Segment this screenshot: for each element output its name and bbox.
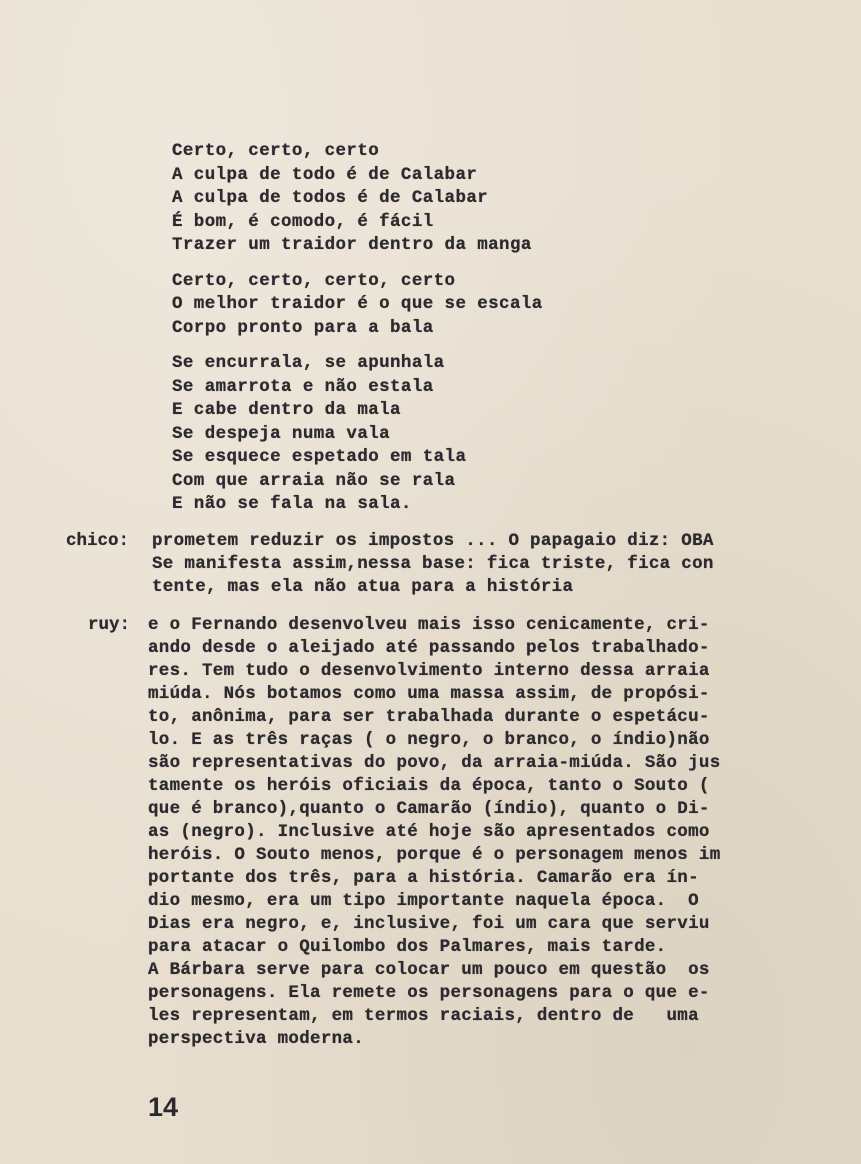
- speech-line: perspectiva moderna.: [148, 1029, 365, 1049]
- lyric-line: Com que arraia não se rala: [172, 470, 456, 491]
- speech-line: heróis. O Souto menos, porque é o personagem menos im: [148, 845, 721, 865]
- lyric-line: Certo, certo, certo, certo: [172, 270, 456, 291]
- speech-line: as (negro). Inclusive até hoje são apresentados como: [148, 822, 710, 842]
- speech-text: [148, 614, 786, 1051]
- speech-line: tamente os heróis oficiais da época, tanto o Souto (: [148, 776, 710, 796]
- page-number: 14: [148, 1092, 179, 1122]
- lyric-line: Se esquece espetado em tala: [172, 447, 467, 467]
- song-lyrics: [172, 140, 543, 529]
- speech-line: res. Tem tudo o desenvolvimento interno dessa arraia: [148, 661, 710, 681]
- lyric-line: Trazer um traidor dentro da manga: [172, 235, 532, 255]
- lyric-line: Certo, certo, certo: [172, 141, 380, 161]
- lyric-line: E não se fala na sala.: [172, 494, 412, 514]
- lyric-line: Se despeja numa vala: [172, 423, 391, 444]
- stanza-3: [172, 352, 543, 517]
- speech-line: dio mesmo, era um tipo importante naquela época. O: [148, 891, 699, 911]
- speech-line: são representativas do povo, da arraia-miúda. São jus: [148, 753, 721, 773]
- lyric-line: A culpa de todos é de Calabar: [172, 188, 489, 208]
- speech-text: [152, 530, 786, 599]
- speech-line: les representam, em termos raciais, dentro de uma: [148, 1006, 699, 1026]
- lyric-line: O melhor traidor é o que se escala: [172, 294, 543, 314]
- speech-line: portante dos três, para a história. Camarão era ín-: [148, 868, 699, 888]
- lyric-line: Se amarrota e não estala: [172, 376, 434, 397]
- lyric-line: É bom, é comodo, é fácil: [172, 211, 434, 232]
- speech-ruy: [66, 614, 786, 1051]
- speech-line: tente, mas ela não atua para a história: [152, 577, 574, 597]
- speech-line: ando desde o aleijado até passando pelos trabalhado-: [148, 638, 710, 658]
- speech-line: to, anônima, para ser trabalhada durante o espetácu-: [148, 707, 710, 727]
- speaker-label: ruy:: [88, 615, 131, 635]
- lyric-line: E cabe dentro da mala: [172, 400, 401, 420]
- speech-line: prometem reduzir os impostos ... O papagaio diz: OBA: [152, 531, 714, 551]
- speech-line: Se manifesta assim,nessa base: fica triste, fica con: [152, 554, 714, 574]
- speech-line: que é branco),quanto o Camarão (índio), quanto o Di-: [148, 799, 710, 819]
- lyric-line: A culpa de todo é de Calabar: [172, 164, 478, 185]
- lyric-line: Se encurrala, se apunhala: [172, 353, 445, 373]
- stanza-2: [172, 270, 543, 341]
- speech-line: personagens. Ela remete os personagens para o que e-: [148, 983, 710, 1003]
- speech-line: para atacar o Quilombo dos Palmares, mais tarde.: [148, 937, 667, 957]
- speech-line: lo. E as três raças ( o negro, o branco, o índio)não: [148, 730, 710, 750]
- speech-line: e o Fernando desenvolveu mais isso cenicamente, cri-: [148, 615, 710, 635]
- speaker-label: chico:: [66, 531, 130, 551]
- lyric-line: Corpo pronto para a bala: [172, 317, 434, 338]
- speech-line: Dias era negro, e, inclusive, foi um cara que serviu: [148, 914, 710, 934]
- speech-line: miúda. Nós botamos como uma massa assim, de propósi-: [148, 684, 710, 704]
- speech-line: A Bárbara serve para colocar um pouco em questão os: [148, 960, 710, 980]
- speech-chico: [66, 530, 786, 599]
- stanza-1: [172, 140, 543, 258]
